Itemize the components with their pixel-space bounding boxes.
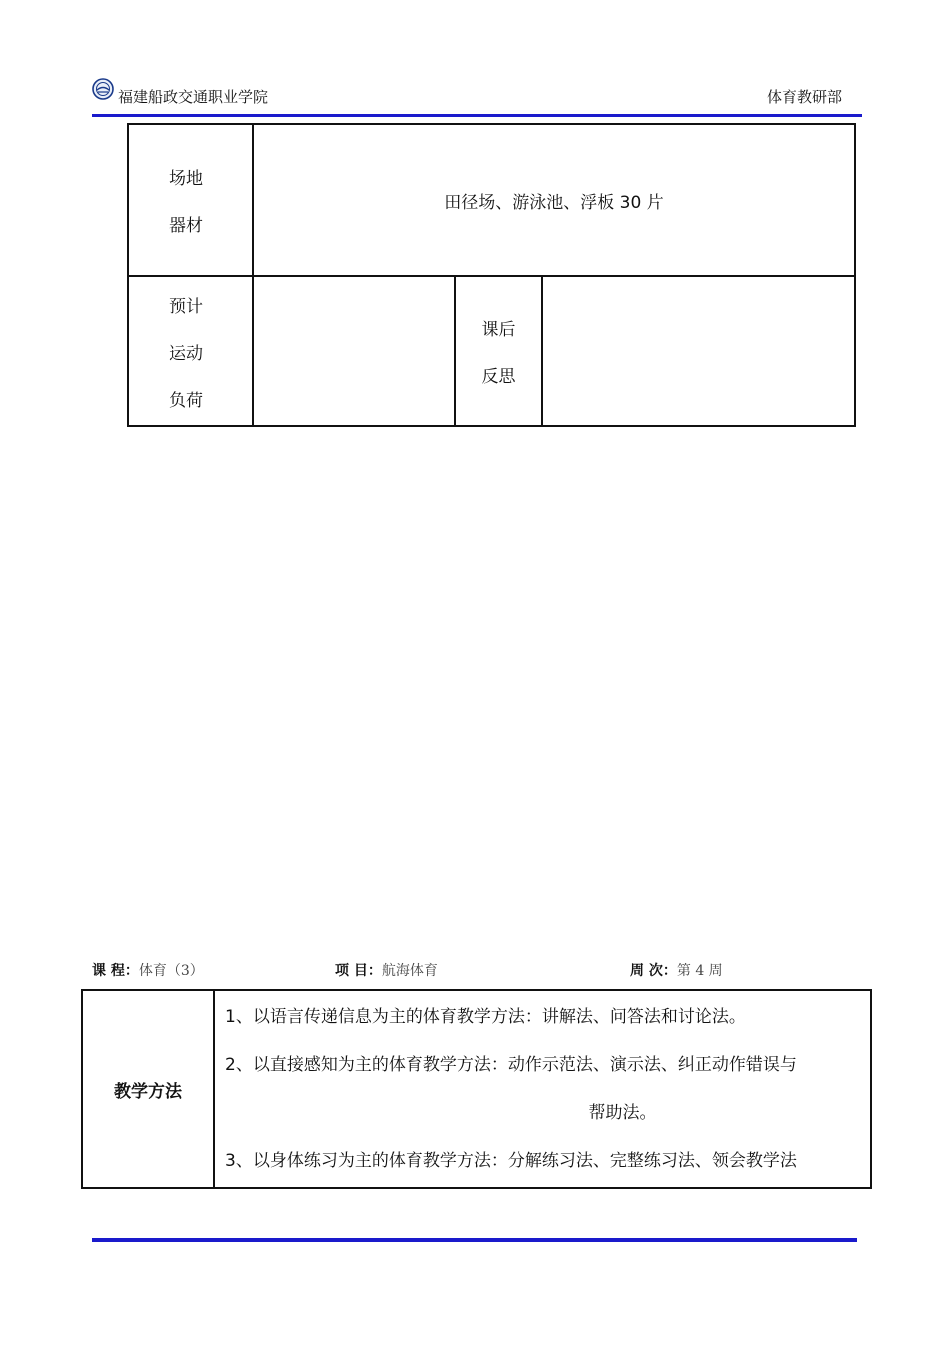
school-name: 福建船政交通职业学院 xyxy=(118,88,269,106)
load-value-cell xyxy=(253,276,455,426)
reflection-label-cell xyxy=(455,276,542,426)
reflection-value-cell xyxy=(542,276,855,426)
week-label: 周 次： xyxy=(630,963,677,979)
page-header xyxy=(92,74,862,114)
course-info-line xyxy=(92,960,862,980)
project-label: 项 目： xyxy=(335,963,382,979)
reflection-label-1: 课后 xyxy=(481,320,516,340)
course-value: 体育（3） xyxy=(138,963,204,979)
header-divider xyxy=(92,114,862,117)
reflection-label-2: 反思 xyxy=(481,367,516,387)
venue-value: 田径场、游泳池、浮板 30 片 xyxy=(444,192,664,213)
method-label-cell xyxy=(82,990,214,1188)
week-value: 第 4 周 xyxy=(676,963,723,979)
venue-label-2: 器材 xyxy=(169,216,203,236)
school-emblem-icon xyxy=(92,78,114,100)
load-label-1: 预计 xyxy=(169,296,203,317)
venue-label-cell xyxy=(128,124,253,276)
method-line-1: 1、以语言传递信息为主的体育教学方法：讲解法、问答法和讨论法。 xyxy=(225,1007,746,1027)
department-name: 体育教研部 xyxy=(766,88,842,106)
load-label-cell xyxy=(128,276,253,426)
course-label: 课 程： xyxy=(92,963,139,979)
load-label-3: 负荷 xyxy=(169,390,203,411)
venue-load-table xyxy=(127,123,856,427)
method-line-3: 3、以身体练习为主的体育教学方法：分解练习法、完整练习法、领会教学法 xyxy=(225,1151,797,1171)
method-label: 教学方法 xyxy=(114,1081,182,1102)
project-value: 航海体育 xyxy=(381,963,438,979)
footer-divider xyxy=(92,1238,857,1242)
venue-label-1: 场地 xyxy=(169,169,203,189)
venue-value-cell xyxy=(253,124,855,276)
teaching-method-table xyxy=(81,989,872,1189)
method-line-2-continued: 帮助法。 xyxy=(588,1103,657,1123)
method-line-2: 2、以直接感知为主的体育教学方法：动作示范法、演示法、纠正动作错误与 xyxy=(225,1055,797,1075)
method-content-cell xyxy=(214,990,871,1188)
load-label-2: 运动 xyxy=(169,343,203,364)
